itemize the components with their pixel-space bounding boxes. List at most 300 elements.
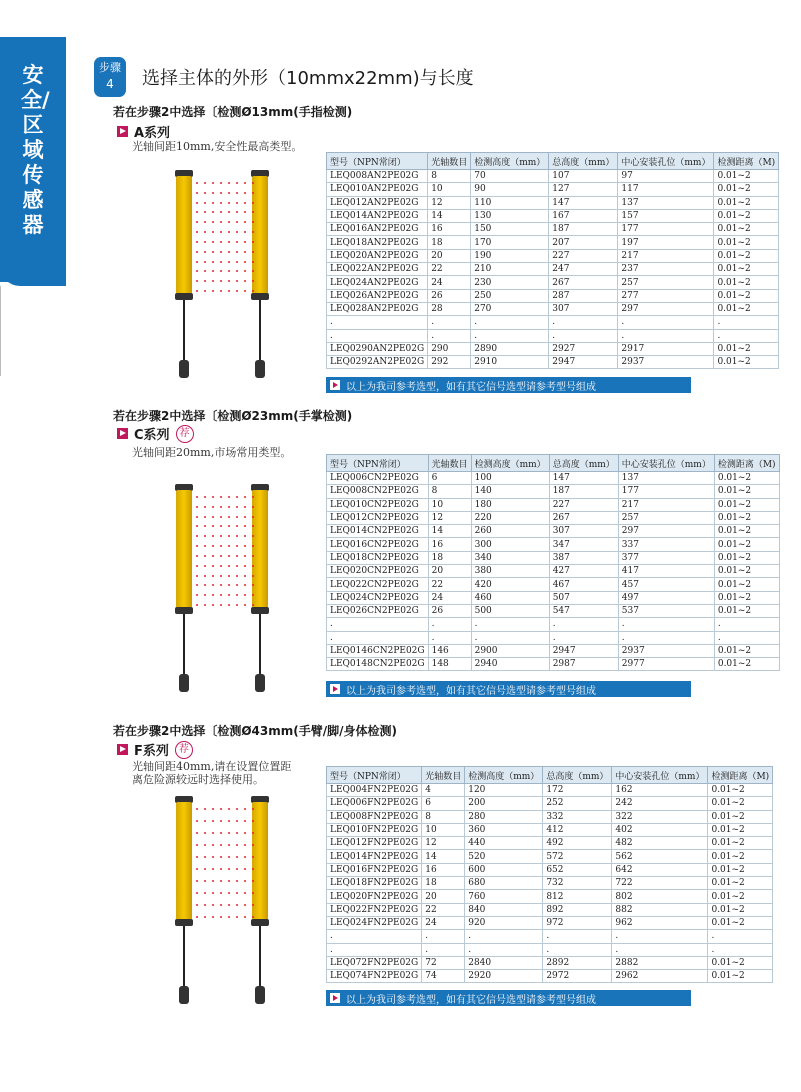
- table-cell: 2840: [465, 956, 543, 969]
- table-cell: 0.01~2: [714, 498, 779, 511]
- table-cell: 250: [471, 289, 549, 302]
- beam-dot: [212, 516, 214, 518]
- table-cell: 497: [618, 591, 714, 604]
- beam-dot: [236, 820, 238, 822]
- table-cell: 0.01~2: [714, 342, 779, 355]
- play-icon: [330, 380, 340, 390]
- beam-dot: [236, 535, 238, 537]
- beam-dot: [244, 820, 246, 822]
- beam-dot: [220, 270, 222, 272]
- table-cell: LEQ014FN2PE02G: [327, 850, 422, 863]
- table-cell: 14: [422, 850, 465, 863]
- beam-dot: [244, 506, 246, 508]
- table-cell: .: [428, 618, 471, 631]
- beam-dot: [220, 604, 222, 606]
- table-cell: LEQ022CN2PE02G: [327, 578, 429, 591]
- table-cell: LEQ020FN2PE02G: [327, 890, 422, 903]
- table-cell: LEQ016AN2PE02G: [327, 223, 428, 236]
- beam-dot: [236, 868, 238, 870]
- beam-dot: [196, 808, 198, 810]
- table-cell: 207: [549, 236, 618, 249]
- beam-dot: [244, 555, 246, 557]
- note-bar: [326, 990, 691, 1006]
- beam-dot: [212, 820, 214, 822]
- step-badge-label: 步骤: [99, 61, 121, 74]
- table-row: [327, 916, 773, 929]
- beam-dot: [212, 904, 214, 906]
- series-title: [117, 740, 193, 759]
- table-cell: .: [543, 930, 612, 943]
- table-cell: 290: [428, 342, 471, 355]
- table-cell: 380: [471, 565, 549, 578]
- section-heading: 若在步骤2中选择〔检测Ø23mm(手掌检测): [113, 409, 353, 423]
- beam-dot: [252, 916, 254, 918]
- beam-dot: [252, 575, 254, 577]
- beam-dot: [228, 868, 230, 870]
- beam-dot: [244, 868, 246, 870]
- table-cell: LEQ004FN2PE02G: [327, 784, 422, 797]
- table-row: [327, 810, 773, 823]
- beam-dot: [204, 856, 206, 858]
- recommended-badge: 荐: [175, 741, 193, 759]
- description-line: 离危险源较远时选择使用。: [132, 773, 264, 786]
- cable: [183, 614, 185, 676]
- beam-dot: [204, 844, 206, 846]
- table-cell: 24: [428, 276, 471, 289]
- table-cell: 147: [549, 196, 618, 209]
- table-cell: .: [428, 316, 471, 329]
- table-cell: 0.01~2: [708, 850, 773, 863]
- table-row: [327, 511, 780, 524]
- table-cell: 0.01~2: [714, 604, 779, 617]
- beam-dot: [236, 211, 238, 213]
- table-row: [327, 356, 779, 369]
- table-cell: 2890: [471, 342, 549, 355]
- beam-dot: [244, 525, 246, 527]
- table-cell: .: [549, 329, 618, 342]
- beam-dot: [236, 496, 238, 498]
- beam-dot: [212, 880, 214, 882]
- spec-table: [326, 766, 773, 983]
- beam-dot: [196, 211, 198, 213]
- table-cell: 150: [471, 223, 549, 236]
- column-header: 光轴数目: [428, 455, 471, 472]
- table-cell: 0.01~2: [708, 810, 773, 823]
- beam-dot: [220, 202, 222, 204]
- table-cell: .: [471, 329, 549, 342]
- table-cell: 732: [543, 877, 612, 890]
- table-cell: 417: [618, 565, 714, 578]
- beam-dot: [196, 856, 198, 858]
- table-cell: 14: [428, 525, 471, 538]
- beam-dot: [228, 270, 230, 272]
- play-icon: [330, 993, 340, 1003]
- beam-dot: [220, 525, 222, 527]
- table-row: [327, 289, 779, 302]
- table-cell: 0.01~2: [714, 591, 779, 604]
- beam-dot: [252, 516, 254, 518]
- table-cell: 297: [618, 302, 714, 315]
- table-cell: 0.01~2: [708, 837, 773, 850]
- table-cell: .: [327, 631, 429, 644]
- table-cell: 297: [618, 525, 714, 538]
- beam-dot: [212, 844, 214, 846]
- beam-dot: [204, 604, 206, 606]
- emitter-bar: [176, 802, 192, 920]
- table-cell: LEQ074FN2PE02G: [327, 970, 422, 983]
- beam-dot: [204, 545, 206, 547]
- beam-dot: [212, 251, 214, 253]
- table-cell: 2940: [471, 658, 549, 671]
- table-row: [327, 877, 773, 890]
- table-row: [327, 970, 773, 983]
- table-row: [327, 302, 779, 315]
- table-cell: LEQ024AN2PE02G: [327, 276, 428, 289]
- beam-dot: [204, 516, 206, 518]
- table-cell: 300: [471, 538, 549, 551]
- beam-dot: [228, 496, 230, 498]
- beam-dot: [220, 535, 222, 537]
- table-cell: 802: [612, 890, 708, 903]
- series-description: [132, 140, 302, 153]
- series-description: [132, 446, 291, 459]
- table-row: [327, 644, 780, 657]
- beam-dot: [204, 525, 206, 527]
- beam-dot: [236, 594, 238, 596]
- play-icon: [117, 126, 128, 137]
- table-cell: 227: [549, 498, 618, 511]
- table-cell: 280: [465, 810, 543, 823]
- table-cell: 360: [465, 823, 543, 836]
- beam-dot: [212, 290, 214, 292]
- table-cell: 652: [543, 863, 612, 876]
- beam-dot: [220, 820, 222, 822]
- table-cell: 562: [612, 850, 708, 863]
- table-cell: 0.01~2: [714, 236, 779, 249]
- step-title: 选择主体的外形（10mmx22mm)与长度: [142, 68, 474, 89]
- beam-dot: [204, 555, 206, 557]
- beam-dot: [228, 290, 230, 292]
- table-cell: 8: [422, 810, 465, 823]
- beam-dot: [220, 916, 222, 918]
- table-row: [327, 797, 773, 810]
- table-cell: .: [714, 329, 779, 342]
- beam-dot: [228, 535, 230, 537]
- beam-dot: [196, 525, 198, 527]
- table-cell: 267: [549, 276, 618, 289]
- table-cell: 2977: [618, 658, 714, 671]
- table-cell: 600: [465, 863, 543, 876]
- beam-dot: [228, 555, 230, 557]
- beam-dot: [212, 270, 214, 272]
- beam-dot: [236, 202, 238, 204]
- table-cell: 2910: [471, 356, 549, 369]
- table-cell: 2937: [618, 644, 714, 657]
- table-cell: .: [618, 329, 714, 342]
- table-cell: 500: [471, 604, 549, 617]
- table-cell: LEQ022FN2PE02G: [327, 903, 422, 916]
- connector-plug: [179, 360, 189, 378]
- beam-dot: [244, 202, 246, 204]
- beam-dot: [196, 868, 198, 870]
- table-cell: 10: [428, 498, 471, 511]
- connector-plug: [255, 360, 265, 378]
- table-cell: 722: [612, 877, 708, 890]
- table-cell: 167: [549, 209, 618, 222]
- table-cell: 337: [618, 538, 714, 551]
- table-cell: 0.01~2: [714, 525, 779, 538]
- beam-dot: [204, 808, 206, 810]
- beam-dot: [220, 506, 222, 508]
- table-row: [327, 223, 779, 236]
- table-cell: LEQ006FN2PE02G: [327, 797, 422, 810]
- emitter-bottom-cap: [175, 919, 193, 926]
- table-cell: 2920: [465, 970, 543, 983]
- table-cell: LEQ006CN2PE02G: [327, 472, 429, 485]
- table-cell: 972: [543, 916, 612, 929]
- table-row: [327, 170, 779, 183]
- beam-dot: [228, 261, 230, 263]
- beam-dot: [228, 516, 230, 518]
- beam-dot: [220, 280, 222, 282]
- beam-dot: [228, 892, 230, 894]
- table-cell: 0.01~2: [708, 956, 773, 969]
- table-cell: 387: [549, 551, 618, 564]
- beam-dot: [204, 506, 206, 508]
- table-cell: .: [465, 943, 543, 956]
- table-cell: .: [471, 618, 549, 631]
- column-header: 光轴数目: [428, 153, 471, 170]
- beam-dot: [236, 290, 238, 292]
- beam-dot: [204, 280, 206, 282]
- table-cell: 8: [428, 170, 471, 183]
- beam-dot: [244, 516, 246, 518]
- beam-dot: [244, 251, 246, 253]
- table-row: [327, 565, 780, 578]
- table-cell: .: [465, 930, 543, 943]
- table-cell: LEQ024FN2PE02G: [327, 916, 422, 929]
- table-cell: .: [422, 943, 465, 956]
- beam-dot: [236, 584, 238, 586]
- section-heading: 若在步骤2中选择〔检测Ø13mm(手指检测): [113, 105, 353, 119]
- beam-dot: [228, 280, 230, 282]
- beam-dot: [196, 565, 198, 567]
- table-cell: 347: [549, 538, 618, 551]
- table-cell: 187: [549, 223, 618, 236]
- beam-dot: [236, 856, 238, 858]
- beam-dot: [220, 290, 222, 292]
- table-cell: 0.01~2: [714, 209, 779, 222]
- table-cell: LEQ016FN2PE02G: [327, 863, 422, 876]
- table-cell: 0.01~2: [714, 485, 779, 498]
- emitter-bottom-cap: [175, 293, 193, 300]
- table-cell: 0.01~2: [714, 276, 779, 289]
- beam-dot: [236, 916, 238, 918]
- table-cell: 16: [428, 223, 471, 236]
- beam-dot: [228, 525, 230, 527]
- beam-dot: [228, 251, 230, 253]
- column-header: 中心安装孔位（mm）: [618, 153, 714, 170]
- table-row: [327, 538, 780, 551]
- beam-dot: [244, 211, 246, 213]
- note-text: 以上为我司参考选型，如有其它信号选型请参考型号组成: [346, 685, 596, 697]
- table-cell: 137: [618, 472, 714, 485]
- beam-dot: [244, 290, 246, 292]
- table-row: [327, 276, 779, 289]
- beam-dot: [252, 565, 254, 567]
- beam-dot: [212, 604, 214, 606]
- beam-dot: [236, 270, 238, 272]
- section-heading: 若在步骤2中选择〔检测Ø43mm(手臂/脚/身体检测): [113, 724, 397, 738]
- table-cell: 377: [618, 551, 714, 564]
- table-cell: 2972: [543, 970, 612, 983]
- beam-dot: [220, 565, 222, 567]
- beam-dot: [252, 496, 254, 498]
- beam-dot: [236, 604, 238, 606]
- beam-dot: [252, 808, 254, 810]
- table-cell: .: [327, 618, 429, 631]
- beam-dot: [228, 182, 230, 184]
- beam-dot: [220, 211, 222, 213]
- table-row: [327, 183, 779, 196]
- table-row: [327, 551, 780, 564]
- emitter-bar: [176, 490, 192, 608]
- table-cell: 197: [618, 236, 714, 249]
- beam-dot: [212, 808, 214, 810]
- table-cell: LEQ010FN2PE02G: [327, 823, 422, 836]
- beam-dot: [236, 892, 238, 894]
- table-cell: 74: [422, 970, 465, 983]
- beam-dot: [212, 916, 214, 918]
- beam-dot: [244, 280, 246, 282]
- spec-table: [326, 454, 780, 671]
- beam-dot: [212, 565, 214, 567]
- table-row: [327, 485, 780, 498]
- table-cell: 187: [549, 485, 618, 498]
- table-header-row: [327, 767, 773, 784]
- table-cell: LEQ0146CN2PE02G: [327, 644, 429, 657]
- beam-dot: [252, 192, 254, 194]
- beam-dot: [228, 575, 230, 577]
- table-cell: 2947: [549, 644, 618, 657]
- beam-dot: [220, 241, 222, 243]
- table-cell: 180: [471, 498, 549, 511]
- table-cell: LEQ018CN2PE02G: [327, 551, 429, 564]
- table-cell: .: [549, 316, 618, 329]
- table-cell: 117: [618, 183, 714, 196]
- light-curtain-image: [170, 170, 280, 388]
- table-cell: .: [618, 618, 714, 631]
- description-line: 光轴间距10mm,安全性最高类型。: [132, 140, 303, 153]
- table-cell: 0.01~2: [708, 903, 773, 916]
- beam-dot: [244, 880, 246, 882]
- table-cell: LEQ014AN2PE02G: [327, 209, 428, 222]
- beam-dot: [228, 904, 230, 906]
- beam-dot: [252, 892, 254, 894]
- beam-dot: [244, 231, 246, 233]
- table-cell: 177: [618, 223, 714, 236]
- table-cell: 0.01~2: [714, 538, 779, 551]
- table-row: [327, 578, 780, 591]
- note-bar: [326, 377, 691, 393]
- table-cell: 24: [428, 591, 471, 604]
- table-cell: LEQ018FN2PE02G: [327, 877, 422, 890]
- beam-dot: [196, 280, 198, 282]
- table-cell: LEQ012CN2PE02G: [327, 511, 429, 524]
- table-cell: 0.01~2: [714, 472, 779, 485]
- table-cell: 0.01~2: [714, 578, 779, 591]
- table-cell: 292: [428, 356, 471, 369]
- beam-dot: [236, 261, 238, 263]
- cable: [183, 926, 185, 988]
- table-cell: LEQ0290AN2PE02G: [327, 342, 428, 355]
- beam-dot: [244, 808, 246, 810]
- table-cell: 812: [543, 890, 612, 903]
- beam-dot: [228, 211, 230, 213]
- table-cell: 0.01~2: [708, 863, 773, 876]
- cable: [259, 614, 261, 676]
- beam-dot: [204, 868, 206, 870]
- table-cell: 28: [428, 302, 471, 315]
- beam-dot: [204, 575, 206, 577]
- table-cell: .: [708, 930, 773, 943]
- beam-dot: [204, 221, 206, 223]
- table-cell: 24: [422, 916, 465, 929]
- table-cell: 892: [543, 903, 612, 916]
- table-cell: LEQ0292AN2PE02G: [327, 356, 428, 369]
- table-cell: 840: [465, 903, 543, 916]
- beam-dot: [196, 820, 198, 822]
- note-text: 以上为我司参考选型，如有其它信号选型请参考型号组成: [346, 381, 596, 393]
- table-cell: 920: [465, 916, 543, 929]
- beam-dot: [212, 192, 214, 194]
- beam-dot: [244, 594, 246, 596]
- receiver-bottom-cap: [251, 293, 269, 300]
- beam-dot: [244, 192, 246, 194]
- table-row: [327, 329, 779, 342]
- table-cell: 22: [422, 903, 465, 916]
- beam-dot: [212, 584, 214, 586]
- beam-dot: [204, 916, 206, 918]
- column-header: 总高度（mm）: [549, 455, 618, 472]
- column-header: 型号（NPN常闭）: [327, 455, 429, 472]
- beam-dot: [244, 221, 246, 223]
- beam-dot: [228, 594, 230, 596]
- table-cell: 242: [612, 797, 708, 810]
- table-header-row: [327, 153, 779, 170]
- beam-dot: [244, 892, 246, 894]
- table-cell: .: [428, 631, 471, 644]
- table-cell: 467: [549, 578, 618, 591]
- emitter-bottom-cap: [175, 607, 193, 614]
- beam-dot: [252, 856, 254, 858]
- table-cell: 0.01~2: [714, 170, 779, 183]
- description-line: 光轴间距40mm,请在设置位置距: [132, 760, 292, 773]
- table-row: [327, 342, 779, 355]
- table-cell: LEQ0148CN2PE02G: [327, 658, 429, 671]
- recommended-badge: 荐: [176, 425, 194, 443]
- beam-dot: [236, 880, 238, 882]
- beam-dot: [196, 575, 198, 577]
- beam-dot: [252, 820, 254, 822]
- table-cell: 177: [618, 485, 714, 498]
- beam-dot: [212, 832, 214, 834]
- beam-dot: [204, 880, 206, 882]
- table-cell: 2987: [549, 658, 618, 671]
- column-header: 光轴数目: [422, 767, 465, 784]
- beam-dot: [204, 496, 206, 498]
- table-cell: 642: [612, 863, 708, 876]
